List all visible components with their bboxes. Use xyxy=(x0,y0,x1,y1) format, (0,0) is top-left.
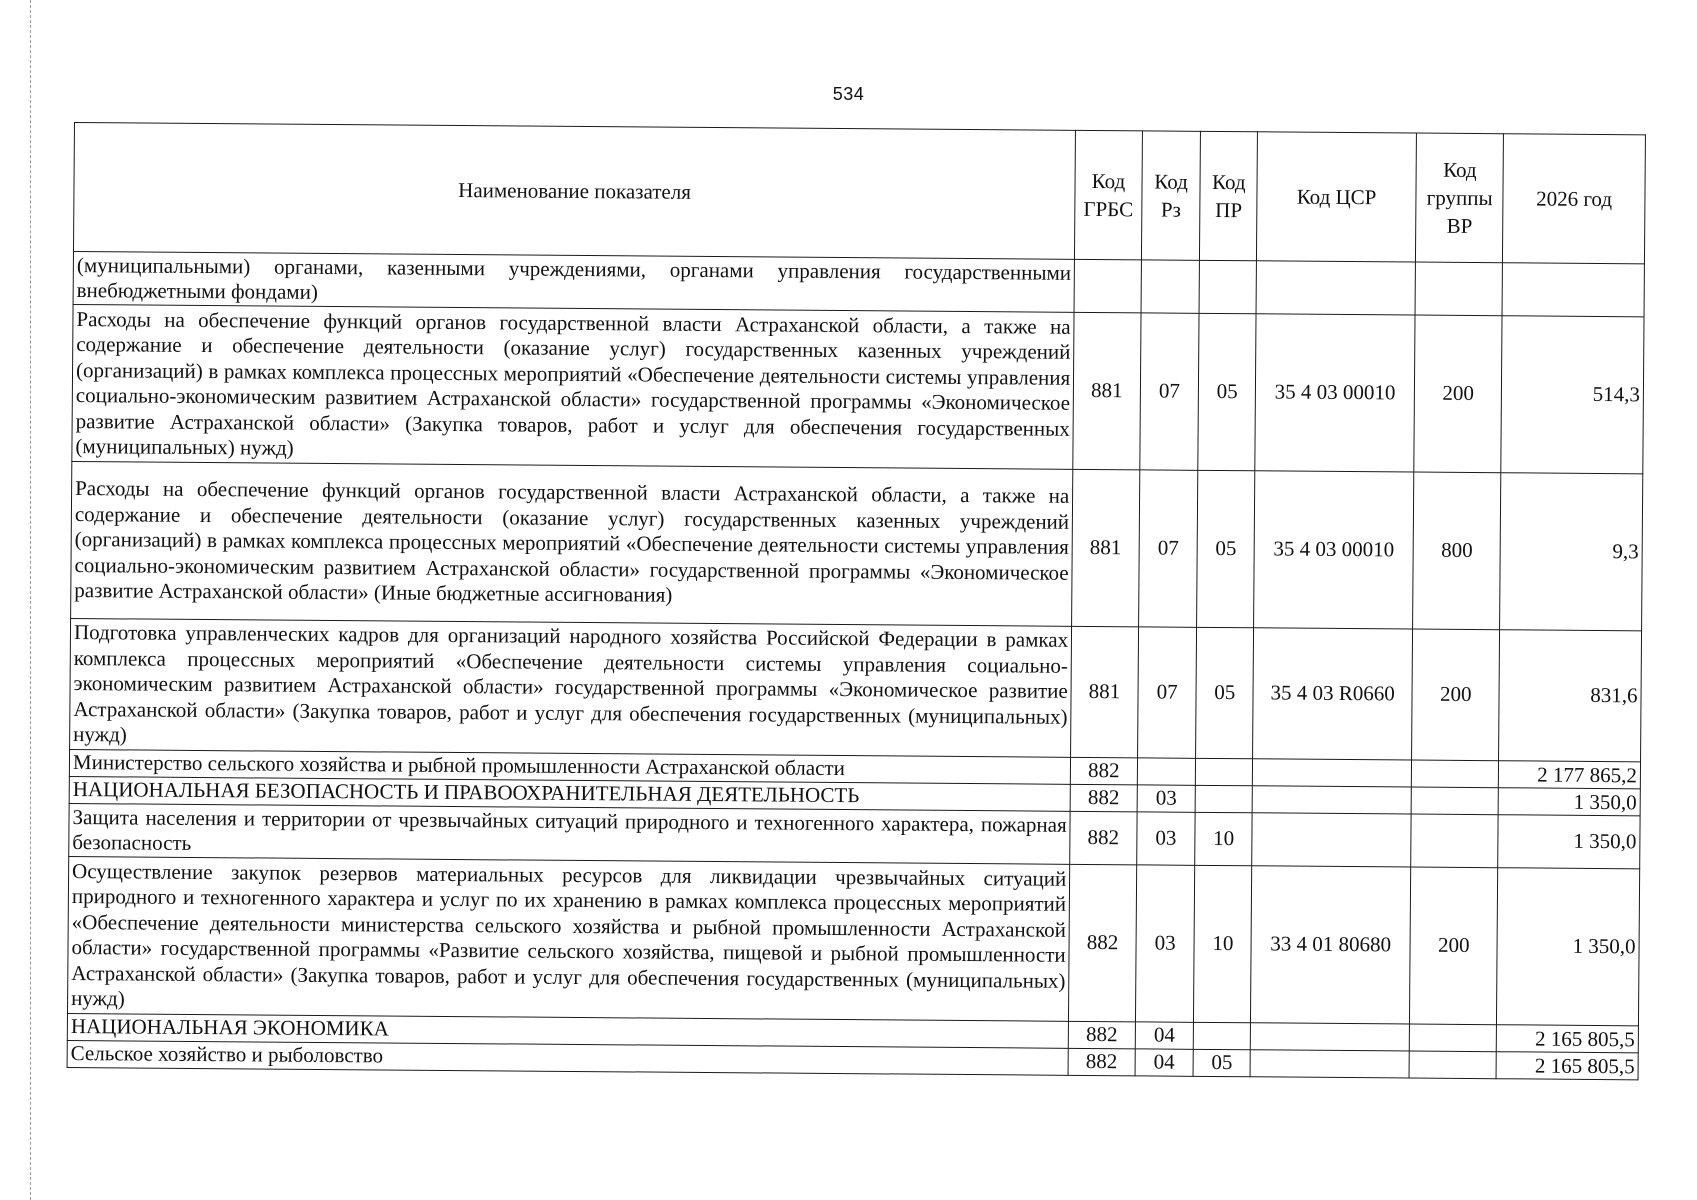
row-name: Министерство сельского хозяйства и рыбной промышленности Астраханской области xyxy=(69,749,1070,784)
row-name: Защита населения и территории от чрезвычайных ситуаций природного и техногенного характера, пожарная безопасность xyxy=(69,803,1071,864)
row-name: Осуществление закупок резервов материальных ресурсов для ликвидации чрезвычайных ситуаций природного и техногенного характера и услуг по их хранению в рамках комплекса процессных мероприятий «Обеспечение деятельности министерства сельского хозяйства и рыбной промышленности Астраханской области» государственной программы «Развитие сельского хозяйства, пищевой и рыбной промышленности Астраханской области» (Закупка товаров, работ и услуг для обеспечения государственных (муниципальных) нужд) xyxy=(67,856,1069,1021)
header-year: 2026 год xyxy=(1503,134,1646,264)
budget-table-sheet xyxy=(67,122,1646,1080)
row-csr: 35 4 03 00010 xyxy=(1254,471,1414,629)
row-rz: 04 xyxy=(1135,1022,1194,1049)
row-sum: 2 177 865,2 xyxy=(1499,761,1641,789)
row-name: Сельское хозяйство и рыболовство xyxy=(67,1040,1068,1075)
row-vr: 200 xyxy=(1410,867,1498,1025)
row-sum: 831,6 xyxy=(1499,630,1642,762)
page-number: 534 xyxy=(832,84,865,104)
row-vr xyxy=(1411,787,1498,815)
row-sum: 1 350,0 xyxy=(1498,815,1640,869)
row-csr xyxy=(1250,1050,1409,1078)
row-csr xyxy=(1252,813,1411,867)
row-pr xyxy=(1196,758,1253,785)
row-name: Подготовка управленческих кадров для организаций народного хозяйства Российской Федерации в рамках комплекса процессных мероприятий «Обеспечение деятельности системы управления социально-экономическим развитием Астраханской области» государственной программы «Экономическое развитие Астраханской области» (Закупка товаров, работ и услуг для обеспечения государственных (муниципальных) нужд) xyxy=(70,618,1072,757)
table-header xyxy=(73,123,1645,264)
row-vr: 200 xyxy=(1414,315,1502,473)
row-sum: 9,3 xyxy=(1500,473,1643,631)
row-rz: 07 xyxy=(1137,627,1197,758)
table-row xyxy=(70,618,1642,761)
row-rz: 07 xyxy=(1138,470,1198,627)
row-grbs: 881 xyxy=(1071,626,1138,758)
row-name: Расходы на обеспечение функций органов государственной власти Астраханской области, а также на содержание и обеспечение деятельности (оказание услуг) государственных казенных учреждений (организаций) в рамках комплекса процессных мероприятий «Обеспечение деятельности системы управления социально-экономическим развитием Астраханской области» государственной программы «Экономическое развитие Астраханской области» (Закупка товаров, работ и услуг для обеспечения государственных (муниципальных) нужд) xyxy=(72,304,1074,469)
row-grbs: 882 xyxy=(1069,864,1137,1022)
row-name: (муниципальными) органами, казенными учреждениями, органами управления государственными внебюджетными фондами) xyxy=(73,251,1075,312)
table-body xyxy=(67,251,1644,1079)
row-sum xyxy=(1502,263,1644,317)
row-csr xyxy=(1256,261,1415,315)
row-rz xyxy=(1141,260,1200,313)
row-sum: 2 165 805,5 xyxy=(1496,1052,1638,1080)
row-rz: 03 xyxy=(1137,785,1196,812)
row-pr: 05 xyxy=(1197,470,1255,627)
row-vr: 800 xyxy=(1413,472,1501,630)
row-grbs: 882 xyxy=(1068,1048,1135,1076)
row-vr xyxy=(1411,760,1498,788)
header-row xyxy=(73,123,1645,264)
row-grbs: 882 xyxy=(1068,1021,1135,1049)
row-pr xyxy=(1196,785,1253,812)
binding-margin-line xyxy=(30,0,31,1200)
budget-table xyxy=(67,122,1646,1080)
row-csr: 33 4 01 80680 xyxy=(1251,866,1411,1024)
row-pr: 05 xyxy=(1198,313,1256,470)
row-sum: 1 350,0 xyxy=(1498,788,1640,816)
row-pr xyxy=(1200,260,1257,313)
row-rz: 07 xyxy=(1139,313,1199,470)
row-grbs: 882 xyxy=(1071,757,1138,785)
row-csr xyxy=(1252,759,1411,787)
table-row xyxy=(67,856,1639,1025)
header-vr: Код группы ВР xyxy=(1416,133,1504,263)
row-name: НАЦИОНАЛЬНАЯ БЕЗОПАСНОСТЬ И ПРАВООХРАНИТЕЛЬНАЯ ДЕЯТЕЛЬНОСТЬ xyxy=(69,776,1070,811)
header-name: Наименование показателя xyxy=(73,123,1075,260)
row-csr: 35 4 03 R0660 xyxy=(1253,628,1413,760)
header-rz: Код Рз xyxy=(1141,131,1201,260)
row-grbs: 881 xyxy=(1073,312,1141,470)
table-row xyxy=(71,461,1643,630)
row-rz xyxy=(1137,758,1196,785)
header-grbs: Код ГРБС xyxy=(1075,130,1142,260)
row-pr: 05 xyxy=(1196,627,1254,758)
row-csr xyxy=(1250,1023,1409,1051)
row-vr: 200 xyxy=(1412,629,1500,761)
header-csr: Код ЦСР xyxy=(1257,132,1417,262)
row-sum: 514,3 xyxy=(1501,316,1644,474)
row-vr xyxy=(1409,1051,1496,1079)
row-vr xyxy=(1411,814,1499,868)
row-pr: 10 xyxy=(1195,812,1252,865)
row-rz: 04 xyxy=(1135,1049,1194,1076)
row-name: НАЦИОНАЛЬНАЯ ЭКОНОМИКА xyxy=(67,1013,1068,1048)
row-grbs xyxy=(1074,259,1141,313)
row-pr xyxy=(1194,1022,1251,1049)
row-sum: 1 350,0 xyxy=(1497,868,1640,1026)
row-rz: 03 xyxy=(1136,812,1195,865)
row-pr: 05 xyxy=(1194,1049,1251,1076)
row-name: Расходы на обеспечение функций органов государственной власти Астраханской области, а также на содержание и обеспечение деятельности (оказание услуг) государственных казенных учреждений (организаций) в рамках комплекса процессных мероприятий «Обеспечение деятельности системы управления социально-экономическим развитием Астраханской области» государственной программы «Экономическое развитие Астраханской области» (Иные бюджетные ассигнования) xyxy=(71,461,1073,626)
row-sum: 2 165 805,5 xyxy=(1497,1025,1639,1053)
row-grbs: 882 xyxy=(1070,811,1137,865)
row-csr xyxy=(1252,786,1411,814)
row-vr xyxy=(1409,1024,1496,1052)
row-vr xyxy=(1415,262,1503,316)
row-rz: 03 xyxy=(1135,865,1195,1022)
table-row xyxy=(72,304,1644,473)
row-csr: 35 4 03 00010 xyxy=(1255,314,1415,472)
row-pr: 10 xyxy=(1194,865,1252,1022)
row-grbs: 881 xyxy=(1072,469,1140,627)
header-pr: Код ПР xyxy=(1200,131,1258,260)
row-grbs: 882 xyxy=(1070,784,1137,812)
